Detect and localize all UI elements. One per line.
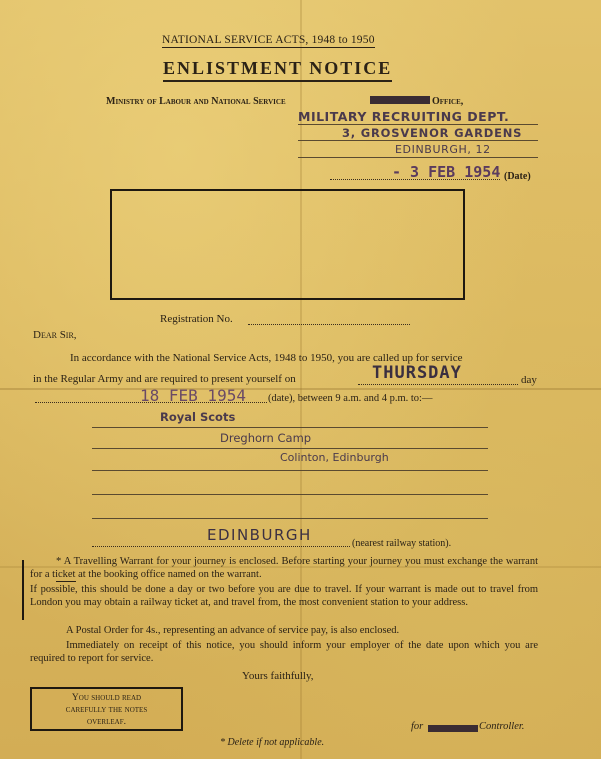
weekday-dotted-line — [358, 384, 518, 385]
office-stamp-line1: MILITARY RECRUITING DEPT. — [298, 109, 510, 124]
issue-date-stamp: - 3 FEB 1954 — [392, 163, 501, 181]
delete-note: * Delete if not applicable. — [220, 737, 325, 748]
signature-prefix: for — [411, 721, 424, 732]
weekday-stamp: THURSDAY — [372, 363, 462, 383]
closing: Yours faithfully, — [242, 670, 314, 682]
address-window-box — [110, 189, 465, 300]
notes-box-line2: carefully the notes — [65, 705, 148, 715]
address-line2: Dreghorn Camp — [220, 431, 312, 445]
acts-title: NATIONAL SERVICE ACTS, 1948 to 1950 — [162, 34, 375, 46]
office-stamp-line3: EDINBURGH, 12 — [395, 143, 491, 156]
paragraph-if-possible: If possible, this should be done a day or two before you are due to travel. If your warrant is made out to travel from London you may obtain a railway ticket at, and travel from, the most convenient station to your address. — [30, 584, 538, 608]
salutation: Dear Sir, — [33, 329, 77, 341]
office-line-3 — [298, 157, 538, 158]
report-date-suffix: (date), between 9 a.m. and 4 p.m. to:— — [268, 393, 433, 404]
address-rule-1 — [92, 427, 488, 428]
paragraph-warrant: * A Travelling Warrant for your journey is enclosed. Before starting your journey you must exchange the warrant for a ticket at the booking office named on the warrant. — [30, 556, 538, 580]
address-rule-5 — [92, 518, 488, 519]
day-label: day — [521, 374, 537, 386]
station-dotted-line — [92, 546, 350, 547]
notice-title: ENLISTMENT NOTICE — [163, 58, 392, 82]
address-rule-4 — [92, 494, 488, 495]
paragraph-employer: Immediately on receipt of this notice, you should inform your employer of the date upon which you are required to report for service. — [30, 640, 538, 664]
address-line1: Royal Scots — [160, 410, 236, 424]
notes-box-line1: You should read — [71, 693, 142, 703]
signature-suffix: Controller. — [479, 721, 525, 732]
notes-box-line3: overleaf. — [87, 717, 126, 727]
address-rule-3 — [92, 470, 488, 471]
address-line3: Colinton, Edinburgh — [280, 451, 389, 464]
paragraph-postal-order: A Postal Order for 4s., representing an advance of service pay, is also enclosed. — [66, 625, 400, 636]
must-underline — [56, 570, 76, 582]
office-line-2 — [298, 140, 538, 141]
station-stamp: EDINBURGH — [207, 526, 312, 544]
office-stamp-line2: 3, GROSVENOR GARDENS — [342, 126, 523, 140]
office-label: Office, — [432, 96, 464, 107]
office-line-1 — [298, 124, 538, 125]
date-label: (Date) — [504, 171, 531, 182]
station-label: (nearest railway station). — [352, 538, 452, 549]
notes-overleaf-box — [30, 687, 183, 731]
registration-label: Registration No. — [160, 313, 233, 325]
margin-bracket-mark — [22, 560, 24, 620]
redacted-stamp — [370, 96, 430, 104]
ministry-line: Ministry of Labour and National Service — [106, 96, 286, 107]
intro-line1: In accordance with the National Service Acts, 1948 to 1950, you are called up for service — [70, 352, 463, 364]
date-dotted-line — [330, 179, 500, 180]
redacted-signature — [428, 725, 478, 732]
address-rule-2 — [92, 448, 488, 449]
registration-dotted-line — [248, 324, 410, 325]
report-date-stamp: 18 FEB 1954 — [140, 386, 246, 405]
intro-line2: in the Regular Army and are required to present yourself on — [33, 373, 296, 385]
